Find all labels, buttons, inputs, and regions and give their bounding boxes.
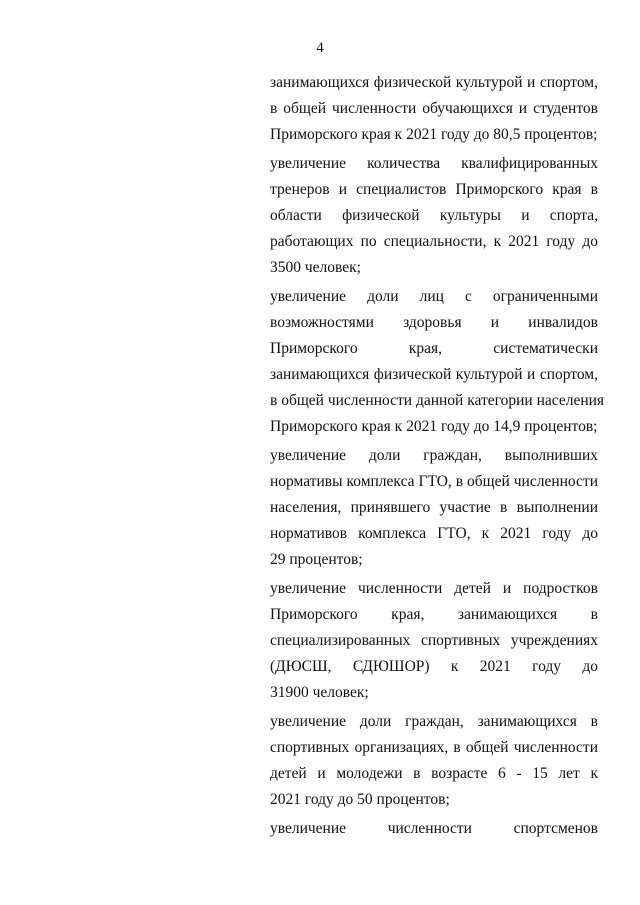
text-line: спортивных организациях, в общей численности	[270, 739, 598, 756]
text-line: увеличение доли граждан, занимающихся в	[270, 713, 598, 730]
text-line: специализированных спортивных учреждениях	[270, 632, 598, 649]
text-line: 31900 человек;	[270, 684, 369, 701]
paragraph	[270, 816, 598, 842]
text-line: 2021 году до 50 процентов;	[270, 791, 450, 808]
text-line: Приморского края, систематически	[270, 340, 598, 357]
text-line: нормативы комплекса ГТО, в общей численности	[270, 473, 598, 490]
text-line: Приморского края к 2021 году до 80,5 процентов;	[270, 126, 598, 143]
text-line: увеличение количества квалифицированных	[270, 155, 598, 172]
text-line: увеличение численности спортсменов	[270, 820, 598, 837]
text-line: 3500 человек;	[270, 259, 361, 276]
text-line: 29 процентов;	[270, 551, 363, 568]
text-line: возможностями здоровья и инвалидов	[270, 314, 598, 331]
text-line: в общей численности данной категории населения	[270, 392, 605, 409]
text-line: занимающихся физической культурой и спортом,	[270, 74, 598, 91]
text-line: увеличение доли граждан, выполнивших	[270, 447, 598, 464]
text-line: нормативов комплекса ГТО, к 2021 году до	[270, 525, 598, 542]
paragraph	[270, 151, 598, 281]
text-line: Приморского края к 2021 году до 14,9 процентов;	[270, 418, 598, 435]
paragraph	[270, 576, 598, 706]
text-line: тренеров и специалистов Приморского края в	[270, 181, 598, 198]
text-line: детей и молодежи в возрасте 6 - 15 лет к	[270, 765, 598, 782]
paragraph	[270, 443, 598, 573]
page-number: 4	[316, 40, 324, 56]
text-line: работающих по специальности, к 2021 году до	[270, 233, 598, 250]
text-line: (ДЮСШ, СДЮШОР) к 2021 году до	[270, 658, 598, 675]
paragraph	[270, 70, 598, 148]
text-line: населения, принявшего участие в выполнении	[270, 499, 598, 516]
text-line: в общей численности обучающихся и студентов	[270, 100, 598, 117]
paragraph	[270, 284, 605, 440]
document-body	[270, 70, 605, 845]
text-line: увеличение численности детей и подростков	[270, 580, 598, 597]
text-line: увеличение доли лиц с ограниченными	[270, 288, 598, 305]
paragraph	[270, 709, 598, 813]
text-line: области физической культуры и спорта,	[270, 207, 598, 224]
text-line: Приморского края, занимающихся в	[270, 606, 598, 623]
text-line: занимающихся физической культурой и спортом,	[270, 366, 598, 383]
